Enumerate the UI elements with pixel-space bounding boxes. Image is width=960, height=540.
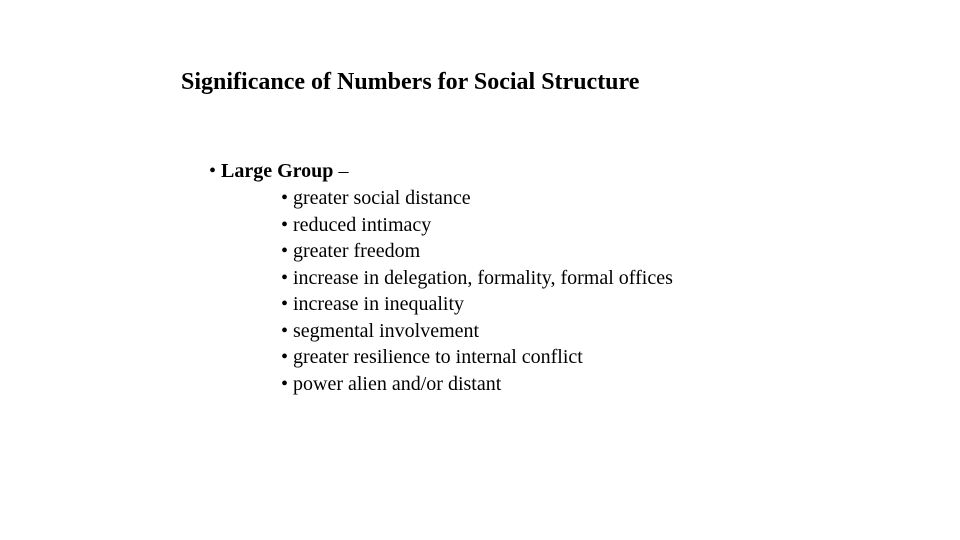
main-bullet-large-group <box>209 158 348 184</box>
bullet-glyph: • <box>281 346 289 368</box>
list-item-text: increase in inequality <box>293 293 465 315</box>
list-item <box>281 265 673 292</box>
list-item <box>281 371 673 398</box>
list-item-text: greater social distance <box>293 187 471 209</box>
bullet-glyph: • <box>281 187 289 209</box>
bullet-glyph: • <box>281 293 289 315</box>
list-item-text: reduced intimacy <box>293 213 432 236</box>
list-item-text: segmental involvement <box>293 319 480 342</box>
list-item <box>281 185 673 212</box>
main-bullet-dash: – <box>338 160 349 182</box>
list-item <box>281 318 673 345</box>
list-item <box>281 212 673 239</box>
list-item <box>281 344 673 371</box>
sub-bullet-list <box>281 185 673 397</box>
list-item <box>281 238 673 265</box>
bullet-glyph: • <box>281 372 289 395</box>
bullet-glyph: • <box>209 160 217 182</box>
bullet-glyph: • <box>281 240 289 262</box>
bullet-glyph: • <box>281 213 289 236</box>
list-item-text: greater freedom <box>293 240 421 262</box>
list-item-text: power alien and/or distant <box>293 372 502 395</box>
list-item <box>281 291 673 318</box>
list-item-text: increase in delegation, formality, formal offices <box>293 266 673 289</box>
bullet-glyph: • <box>281 319 289 342</box>
list-item-text: greater resilience to internal conflict <box>293 346 583 368</box>
bullet-glyph: • <box>281 266 289 289</box>
main-bullet-label: Large Group <box>221 160 334 182</box>
slide-title: Significance of Numbers for Social Structure <box>181 69 640 95</box>
